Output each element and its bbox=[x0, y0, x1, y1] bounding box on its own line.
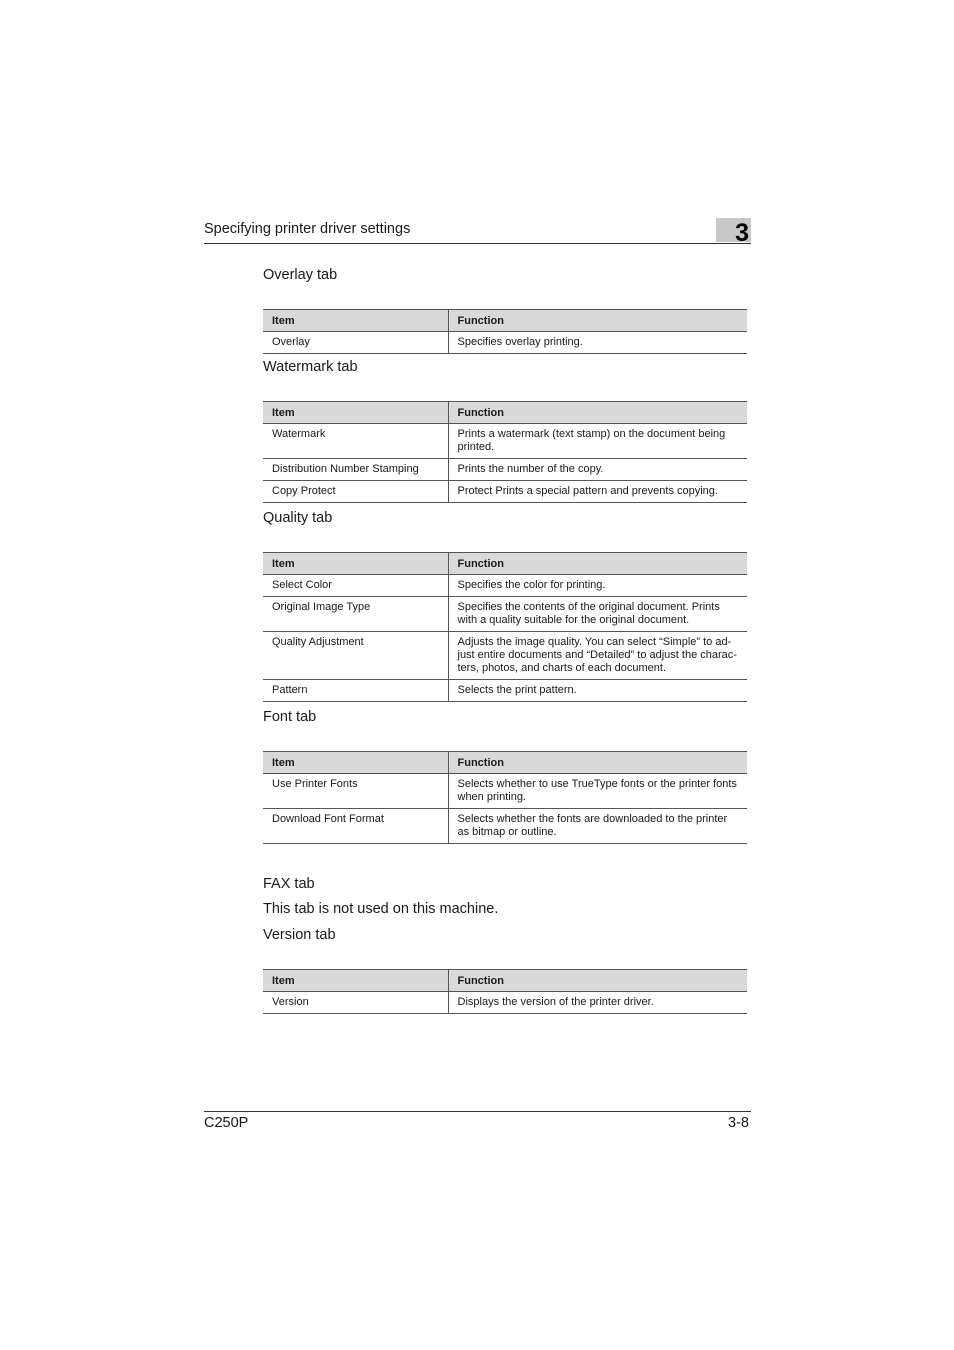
column-header-function: Function bbox=[448, 402, 747, 424]
table-row bbox=[263, 809, 747, 844]
quality-table bbox=[263, 552, 747, 702]
column-header-function: Function bbox=[448, 752, 747, 774]
table-header-row bbox=[263, 553, 747, 575]
function-cell: Displays the version of the printer driver. bbox=[448, 992, 747, 1014]
function-cell: Specifies the color for printing. bbox=[448, 575, 747, 597]
function-cell: Specifies the contents of the original document. Prints with a quality suitable for the original document. bbox=[448, 597, 747, 632]
page-header bbox=[204, 218, 751, 247]
watermark-table bbox=[263, 401, 747, 503]
table-row bbox=[263, 481, 747, 503]
item-cell: Watermark bbox=[263, 424, 448, 459]
function-cell: Selects the print pattern. bbox=[448, 680, 747, 702]
watermark-tab-title: Watermark tab bbox=[263, 359, 358, 375]
table-row bbox=[263, 424, 747, 459]
column-header-function: Function bbox=[448, 553, 747, 575]
item-cell: Use Printer Fonts bbox=[263, 774, 448, 809]
function-cell: Selects whether the fonts are downloaded to the printer as bitmap or outline. bbox=[448, 809, 747, 844]
footer-model: C250P bbox=[204, 1115, 249, 1131]
column-header-item: Item bbox=[263, 402, 448, 424]
function-cell: Adjusts the image quality. You can select “Simple” to ad-just entire documents and “Detailed” to adjust the charac-ters, photos, and charts of each document. bbox=[448, 632, 747, 680]
table-row bbox=[263, 597, 747, 632]
item-cell: Pattern bbox=[263, 680, 448, 702]
column-header-item: Item bbox=[263, 752, 448, 774]
quality-tab-title: Quality tab bbox=[263, 510, 333, 526]
item-cell: Overlay bbox=[263, 332, 448, 354]
table-row bbox=[263, 632, 747, 680]
column-header-item: Item bbox=[263, 553, 448, 575]
table-row bbox=[263, 575, 747, 597]
column-header-item: Item bbox=[263, 970, 448, 992]
item-cell: Distribution Number Stamping bbox=[263, 459, 448, 481]
table-row bbox=[263, 774, 747, 809]
column-header-function: Function bbox=[448, 970, 747, 992]
column-header-function: Function bbox=[448, 310, 747, 332]
table-row bbox=[263, 680, 747, 702]
page-number: 3-8 bbox=[728, 1115, 749, 1131]
table-row bbox=[263, 459, 747, 481]
chapter-badge bbox=[716, 218, 751, 247]
item-cell: Version bbox=[263, 992, 448, 1014]
function-cell: Specifies overlay printing. bbox=[448, 332, 747, 354]
item-cell: Quality Adjustment bbox=[263, 632, 448, 680]
table-header-row bbox=[263, 310, 747, 332]
table-row bbox=[263, 332, 747, 354]
chapter-number: 3 bbox=[735, 219, 749, 247]
item-cell: Copy Protect bbox=[263, 481, 448, 503]
fax-tab-note: This tab is not used on this machine. bbox=[263, 901, 499, 917]
version-tab-title: Version tab bbox=[263, 927, 336, 943]
version-table bbox=[263, 969, 747, 1014]
function-cell: Protect Prints a special pattern and prevents copying. bbox=[448, 481, 747, 503]
item-cell: Select Color bbox=[263, 575, 448, 597]
column-header-item: Item bbox=[263, 310, 448, 332]
header-title: Specifying printer driver settings bbox=[204, 221, 411, 237]
table-header-row bbox=[263, 752, 747, 774]
function-cell: Selects whether to use TrueType fonts or the printer fonts when printing. bbox=[448, 774, 747, 809]
table-header-row bbox=[263, 970, 747, 992]
function-cell: Prints the number of the copy. bbox=[448, 459, 747, 481]
overlay-table bbox=[263, 309, 747, 354]
function-cell: Prints a watermark (text stamp) on the document being printed. bbox=[448, 424, 747, 459]
overlay-tab-title: Overlay tab bbox=[263, 267, 338, 283]
item-cell: Download Font Format bbox=[263, 809, 448, 844]
font-tab-title: Font tab bbox=[263, 709, 317, 725]
table-row bbox=[263, 992, 747, 1014]
table-header-row bbox=[263, 402, 747, 424]
page-footer bbox=[204, 1111, 751, 1131]
font-table bbox=[263, 751, 747, 844]
item-cell: Original Image Type bbox=[263, 597, 448, 632]
fax-tab-title: FAX tab bbox=[263, 876, 315, 892]
